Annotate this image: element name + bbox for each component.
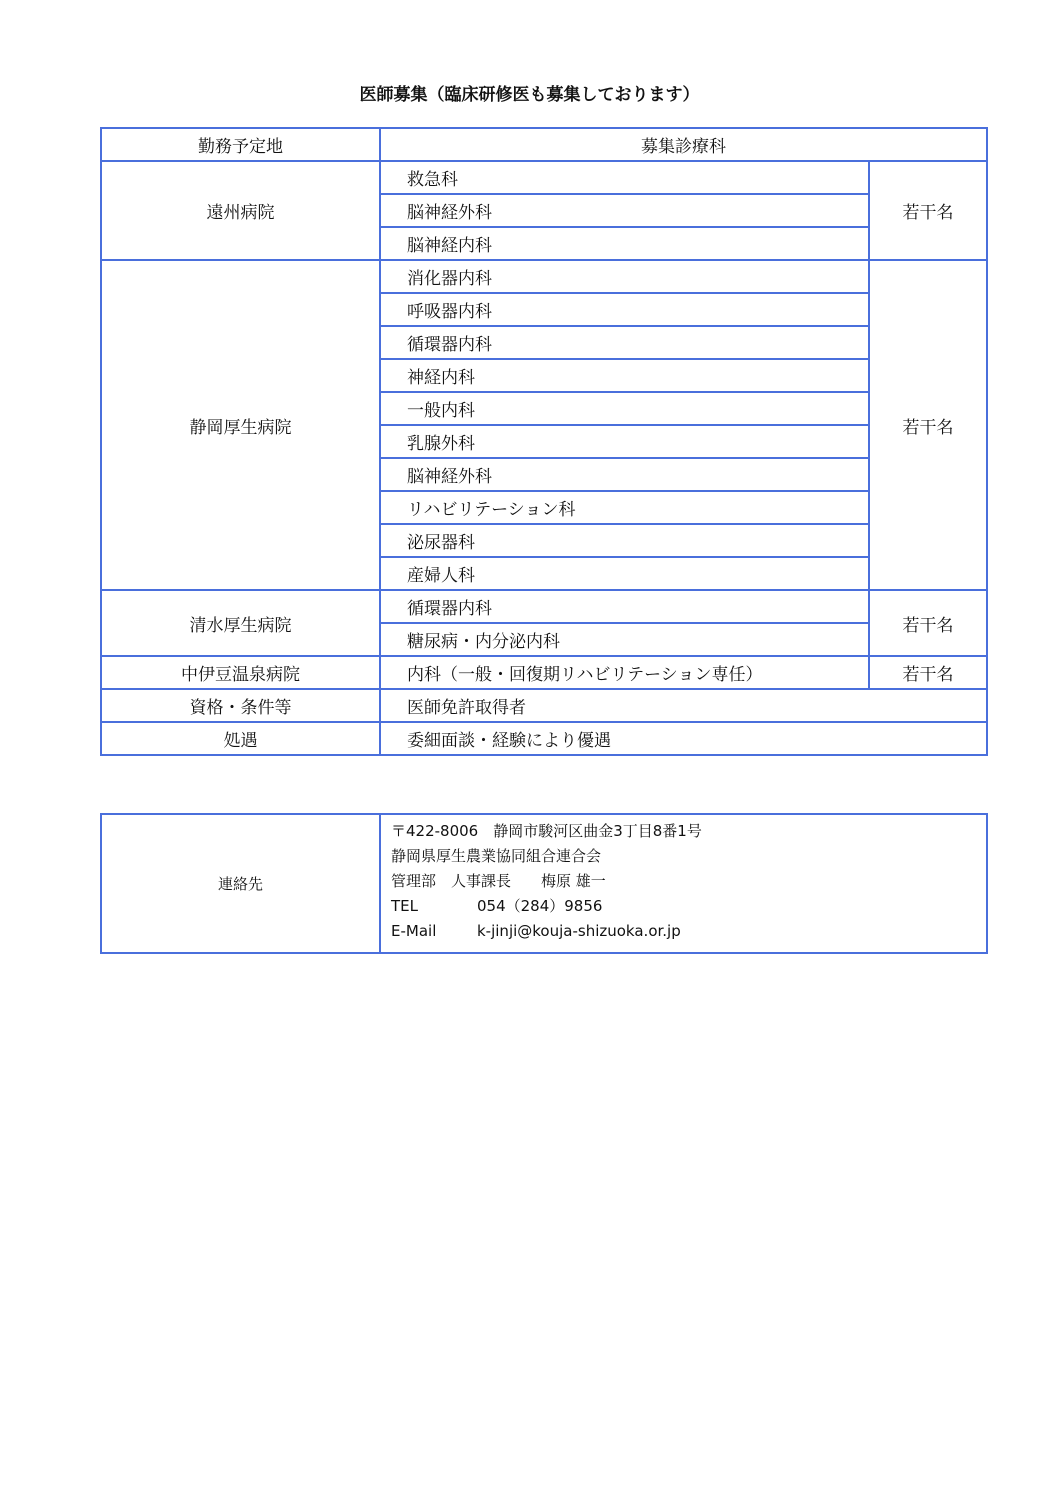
- contact-label: 連絡先: [101, 814, 380, 953]
- page-title: 医師募集（臨床研修医も募集しております）: [359, 85, 700, 105]
- email-address[interactable]: k-jinji@kouja-shizuoka.or.jp: [477, 922, 681, 940]
- contact-tel: [391, 894, 986, 919]
- department-name: 泌尿器科: [380, 524, 869, 557]
- contact-email: [391, 919, 986, 944]
- qualification-value: 医師免許取得者: [380, 689, 987, 722]
- email-label: E-Mail: [391, 922, 437, 940]
- qualification-row: [101, 689, 987, 722]
- contact-info: [380, 814, 987, 953]
- department-name: 循環器内科: [380, 590, 869, 623]
- tel-number: 054（284）9856: [477, 897, 603, 915]
- hospital-name: 遠州病院: [101, 161, 380, 260]
- table-header-row: [101, 128, 987, 161]
- hospital-name: 中伊豆温泉病院: [101, 656, 380, 689]
- department-name: 乳腺外科: [380, 425, 869, 458]
- department-name: 呼吸器内科: [380, 293, 869, 326]
- hospital-name: 静岡厚生病院: [101, 260, 380, 590]
- treatment-row: [101, 722, 987, 755]
- recruitment-table: [100, 127, 988, 756]
- table-row: [101, 260, 987, 293]
- recruit-count: 若干名: [869, 656, 987, 689]
- department-name: 脳神経外科: [380, 194, 869, 227]
- contact-organization: 静岡県厚生農業協同組合連合会: [391, 847, 602, 865]
- table-row: [101, 590, 987, 623]
- contact-address: 〒422-8006 静岡市駿河区曲金3丁目8番1号: [391, 822, 702, 840]
- contact-row: [101, 814, 987, 953]
- recruit-count: 若干名: [869, 590, 987, 656]
- department-name: 神経内科: [380, 359, 869, 392]
- table-row: [101, 161, 987, 194]
- header-location: 勤務予定地: [101, 128, 380, 161]
- department-name: 内科（一般・回復期リハビリテーション専任）: [380, 656, 869, 689]
- department-name: 糖尿病・内分泌内科: [380, 623, 869, 656]
- department-name: 救急科: [380, 161, 869, 194]
- header-departments: 募集診療科: [380, 128, 987, 161]
- department-name: 脳神経内科: [380, 227, 869, 260]
- department-name: 循環器内科: [380, 326, 869, 359]
- department-name: 産婦人科: [380, 557, 869, 590]
- hospital-name: 清水厚生病院: [101, 590, 380, 656]
- tel-label: TEL: [391, 897, 418, 915]
- table-row: [101, 656, 987, 689]
- contact-person: 管理部 人事課長 梅原 雄一: [391, 872, 606, 890]
- department-name: リハビリテーション科: [380, 491, 869, 524]
- department-name: 脳神経外科: [380, 458, 869, 491]
- contact-table: [100, 813, 988, 954]
- recruit-count: 若干名: [869, 161, 987, 260]
- department-name: 一般内科: [380, 392, 869, 425]
- recruit-count: 若干名: [869, 260, 987, 590]
- department-name: 消化器内科: [380, 260, 869, 293]
- treatment-value: 委細面談・経験により優遇: [380, 722, 987, 755]
- treatment-label: 処遇: [101, 722, 380, 755]
- qualification-label: 資格・条件等: [101, 689, 380, 722]
